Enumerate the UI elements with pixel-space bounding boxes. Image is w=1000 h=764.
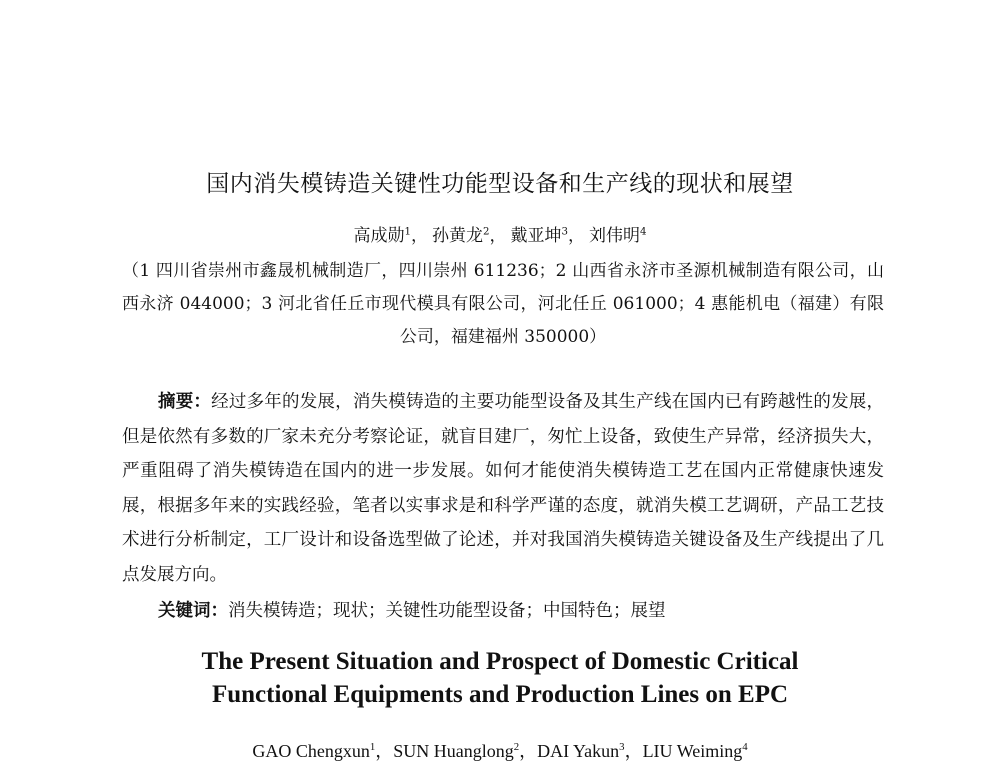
author-separator: ， bbox=[375, 741, 394, 761]
author-name: 孙黄龙 bbox=[432, 226, 484, 246]
abstract bbox=[122, 385, 884, 592]
author-name: LIU Weiming bbox=[642, 741, 743, 761]
english-title-line: The Present Situation and Prospect of Domestic Critical bbox=[201, 648, 799, 675]
author-affiliation-mark: 1 bbox=[369, 741, 376, 753]
author-separator: ， bbox=[519, 741, 538, 761]
chinese-title: 国内消失模铸造关键性功能型设备和生产线的现状和展望 bbox=[206, 171, 794, 197]
english-title-line: Functional Equipments and Production Lines on EPC bbox=[211, 681, 789, 708]
author-affiliation-mark: 1 bbox=[404, 226, 412, 238]
keywords bbox=[158, 596, 884, 626]
keywords-text: 消失模铸造；现状；关键性功能型设备；中国特色；展望 bbox=[228, 601, 666, 621]
author-affiliation-mark: 3 bbox=[561, 226, 568, 238]
author-separator: ， bbox=[624, 741, 643, 761]
english-authors bbox=[100, 738, 900, 764]
english-title bbox=[100, 645, 900, 711]
abstract-text: 经过多年的发展，消失模铸造的主要功能型设备及其生产线在国内已有跨越性的发展，但是依然有多数的厂家未充分考察论证，就盲目建厂，匆忙上设备，致使生产异常，经济损失大，严重阻碍了消失模铸造在国内的进一步发展。如何才能使消失模铸造工艺在国内正常健康快速发展，根据多年来的实践经验，笔者以实事求是和科学严谨的态度，就消失模工艺调研，产品工艺技术进行分析制定，工厂设计和设备选型做了论述，并对我国消失模铸造关键设备及生产线提出了几点发展方向。 bbox=[122, 392, 885, 585]
chinese-authors bbox=[120, 222, 880, 250]
author-name: DAI Yakun bbox=[537, 741, 620, 761]
author-name: 刘伟明 bbox=[588, 226, 640, 246]
author-name: SUN Huanglong bbox=[393, 741, 514, 761]
author-affiliation-mark: 4 bbox=[742, 741, 748, 753]
author-affiliation-mark: 2 bbox=[483, 226, 490, 238]
author-name: 戴亚坤 bbox=[510, 226, 562, 246]
author-affiliation-mark: 4 bbox=[639, 226, 647, 238]
author-separator: ， bbox=[489, 226, 507, 246]
abstract-label: 摘要： bbox=[158, 392, 212, 412]
affiliations: （1 四川省崇州市鑫晟机械制造厂，四川崇州 611236；2 山西省永济市圣源机械制造有限公司，山西永济 044000；3 河北省任丘市现代模具有限公司，河北任丘 061000；4 惠能机电（福建）有限公司，福建福州 350000） bbox=[122, 261, 884, 347]
author-separator: ， bbox=[567, 226, 585, 246]
author-name: GAO Chengxun bbox=[252, 741, 370, 761]
author-name: 高成勋 bbox=[353, 226, 405, 246]
author-affiliation-mark: 3 bbox=[619, 741, 625, 753]
author-affiliation-mark: 2 bbox=[513, 741, 520, 753]
keywords-label: 关键词： bbox=[158, 601, 228, 621]
author-separator: ， bbox=[411, 226, 429, 246]
